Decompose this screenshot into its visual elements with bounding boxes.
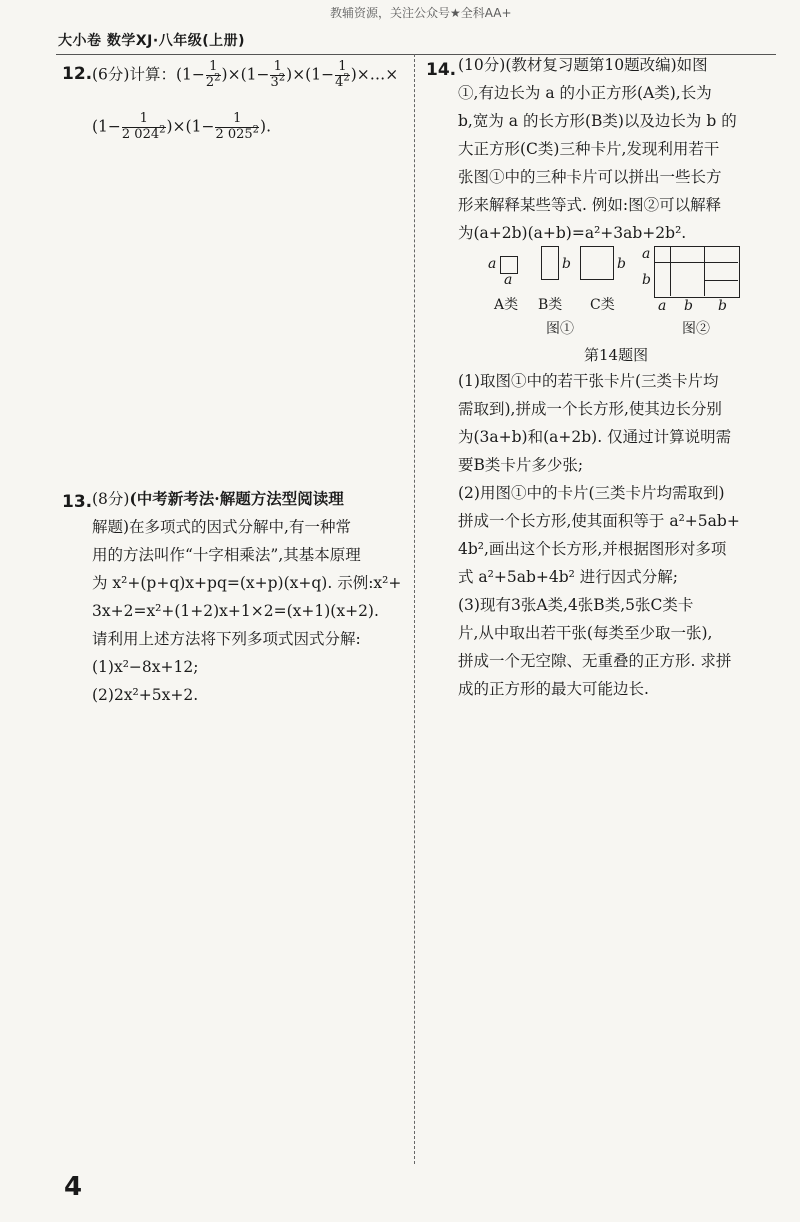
q14-part-1: 需取到),拼成一个长方形,使其边长分别	[458, 400, 722, 418]
q14-intro-0: (10分)(教材复习题第10题改编)如图	[458, 56, 708, 74]
label-c-class: C类	[590, 297, 615, 313]
q12-expr-g: ).	[260, 117, 272, 136]
q14-part-2: 为(3a+b)和(a+2b). 仅通过计算说明需	[458, 428, 732, 446]
q13-line-5: 请利用上述方法将下列多项式因式分解:	[92, 630, 361, 648]
fig2-b-bottom: b	[718, 298, 727, 314]
q14-part-4: (2)用图①中的卡片(三类卡片均需取到)	[458, 484, 725, 502]
q14-intro-3: 大正方形(C类)三种卡片,发现利用若干	[458, 140, 720, 158]
card-c-square	[580, 246, 614, 280]
q14-number: 14.	[426, 60, 457, 80]
q14-part-9: 片,从中取出若干张(每类至少取一张),	[458, 624, 713, 642]
column-divider	[414, 54, 415, 1164]
label-a-class: A类	[494, 297, 519, 313]
frac-den: 4	[335, 74, 344, 90]
q12-fraction-2: $\frac{1}{3^2}$	[270, 59, 286, 90]
q14-part-10: 拼成一个无空隙、无重叠的正方形. 求拼	[458, 652, 732, 670]
q12-number: 12.	[62, 64, 93, 84]
q14-part-11: 成的正方形的最大可能边长.	[458, 680, 649, 698]
page-number: 4	[64, 1172, 83, 1202]
fig2-outer-rect	[654, 246, 740, 298]
q12-expr-b: )×(1−	[221, 65, 270, 84]
q12-line1	[92, 60, 398, 91]
q14-part-3: 要B类卡片多少张;	[458, 456, 584, 474]
fig2-line	[704, 246, 705, 296]
frac-num: 1	[215, 112, 259, 128]
frac-num: 1	[335, 60, 350, 76]
q13-line-6: (1)x²−8x+12;	[92, 658, 199, 676]
fig2-a-bottom: a	[658, 298, 667, 314]
q12-expr-a: (1−	[175, 65, 205, 84]
q13-line-2: 用的方法叫作“十字相乘法”,其基本原理	[92, 546, 361, 564]
q12-fraction-5: $\frac{1}{2 025^2}$	[215, 111, 260, 142]
card-b-rect	[541, 246, 559, 280]
fig2-b-left: b	[642, 272, 651, 288]
frac-den: 3	[270, 74, 279, 90]
q13-line-1: 解题)在多项式的因式分解中,有一种常	[92, 518, 351, 536]
page-header: 大小卷 数学XJ·八年级(上册)	[58, 33, 245, 49]
q14-intro-1: ①,有边长为 a 的小正方形(A类),长为	[458, 84, 712, 102]
frac-num: 1	[122, 112, 166, 128]
fig2-line	[654, 262, 738, 263]
q12-expr-e: (1−	[92, 117, 121, 136]
q12-fraction-3: $\frac{1}{4^2}$	[335, 59, 350, 90]
q14-part-7: 式 a²+5ab+4b² 进行因式分解;	[458, 568, 679, 586]
q13-line-7: (2)2x²+5x+2.	[92, 686, 199, 704]
q13-number: 13.	[62, 492, 93, 512]
fig1-b-side: b	[562, 256, 571, 272]
fig1-a-bottom: a	[504, 272, 513, 288]
fig1-label: 图①	[546, 321, 574, 337]
q14-intro-6: 为(a+2b)(a+b)=a²+3ab+2b².	[458, 224, 687, 242]
fig1-a-side: a	[488, 256, 497, 272]
q12-expr-c: )×(1−	[286, 65, 335, 84]
fig1-c-side: b	[617, 256, 626, 272]
q13-line-3: 为 x²+(p+q)x+pq=(x+p)(x+q). 示例:x²+	[92, 574, 402, 592]
fig2-a-left: a	[642, 246, 651, 262]
q12-fraction-4: $\frac{1}{2 024^2}$	[121, 111, 166, 142]
q14-part-0: (1)取图①中的若干张卡片(三类卡片均	[458, 372, 719, 390]
frac-den: 2	[205, 74, 215, 90]
q13-line-4: 3x+2=x²+(1+2)x+1×2=(x+1)(x+2).	[92, 602, 379, 620]
label-b-class: B类	[538, 297, 563, 313]
q12-fraction-1: $\frac{1}{2^2}$	[205, 59, 221, 90]
q12-line2	[92, 112, 271, 143]
q14-part-6: 4b²,画出这个长方形,并根据图形对多项	[458, 540, 727, 558]
frac-den: 2 025	[215, 126, 253, 142]
q14-intro-2: b,宽为 a 的长方形(B类)以及边长为 b 的	[458, 112, 737, 130]
frac-num: 1	[270, 60, 285, 76]
q14-intro-5: 形来解释某些等式. 例如:图②可以解释	[458, 196, 722, 214]
q14-part-8: (3)现有3张A类,4张B类,5张C类卡	[458, 596, 694, 614]
q13-tag: (中考新考法·解题方法型阅读理	[129, 489, 344, 508]
header-rule	[56, 54, 776, 55]
fig2-label: 图②	[682, 321, 710, 337]
figure-caption: 第14题图	[584, 346, 649, 364]
q13-line-0	[92, 490, 344, 509]
q13-score: (8分)	[92, 490, 130, 508]
fig2-line	[670, 246, 671, 296]
watermark-text: 教辅资源，关注公众号★全科AA+	[330, 6, 512, 20]
q12-score: (6分)	[92, 65, 130, 84]
q12-prompt: 计算：	[129, 65, 176, 84]
q12-expr-f: )×(1−	[166, 117, 215, 136]
frac-num: 1	[206, 60, 221, 76]
frac-den: 2 024	[121, 126, 160, 142]
fig2-b-bottom: b	[684, 298, 693, 314]
q14-intro-4: 张图①中的三种卡片可以拼出一些长方	[458, 168, 722, 186]
q14-part-5: 拼成一个长方形,使其面积等于 a²+5ab+	[458, 512, 740, 530]
q12-expr-d: )×…×	[350, 65, 399, 84]
fig2-line	[704, 280, 738, 281]
